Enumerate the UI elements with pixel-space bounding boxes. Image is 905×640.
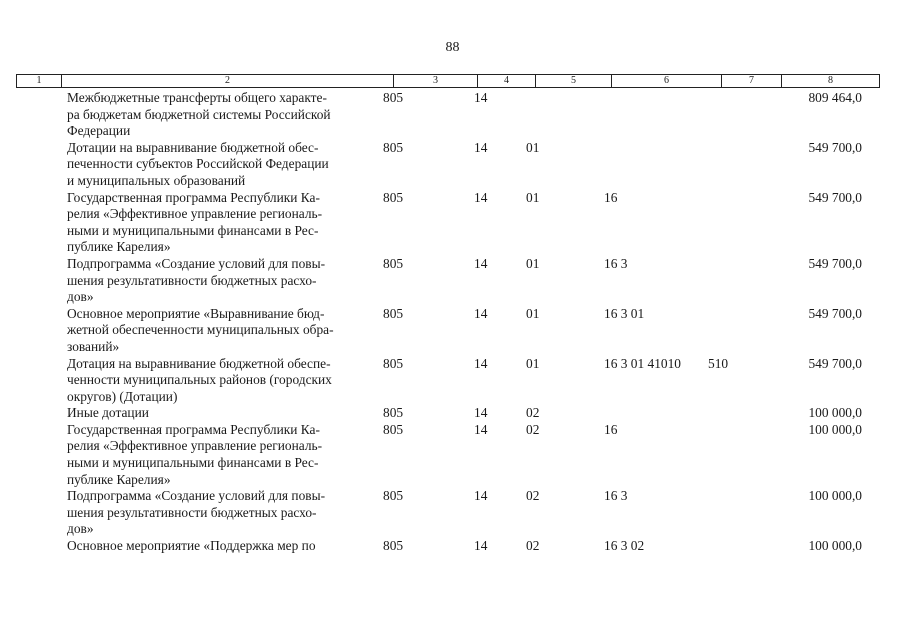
row-admin-code: 805 <box>383 90 404 105</box>
row-target-code: 16 <box>604 189 618 205</box>
header-col-8: 8 <box>781 75 879 87</box>
row-section: 14 <box>474 305 488 321</box>
row-section: 14 <box>474 538 488 554</box>
row-target-code: 16 3 <box>604 488 628 504</box>
row-expense-type: 510 <box>708 355 729 371</box>
row-name: Подпрограмма «Создание условий для повы- шения результативности бюджетных расхо- дов» <box>67 488 326 537</box>
row-amount: 100 000,0 <box>808 488 862 504</box>
table-body <box>0 90 905 555</box>
table-row <box>0 538 905 555</box>
row-name: Государственная программа Республики Ка- релия «Эффективное управление региональ- ными и муниципальными финансами в Рес- публике Карелия» <box>67 189 323 255</box>
row-amount: 549 700,0 <box>808 139 862 155</box>
row-admin-code: 805 <box>383 139 404 155</box>
row-admin-code: 805 <box>383 405 404 421</box>
row-subsection: 01 <box>526 255 540 271</box>
row-name: Иные дотации <box>67 405 149 421</box>
row-section: 14 <box>474 405 488 421</box>
table-row <box>0 90 905 140</box>
table-row <box>0 356 905 406</box>
row-subsection: 02 <box>526 488 540 504</box>
row-subsection: 01 <box>526 139 540 155</box>
table-row <box>0 306 905 356</box>
row-amount: 549 700,0 <box>808 189 862 205</box>
row-section: 14 <box>474 90 488 105</box>
table-header <box>16 74 880 88</box>
row-target-code: 16 3 01 <box>604 305 645 321</box>
row-amount: 100 000,0 <box>808 405 862 421</box>
row-section: 14 <box>474 421 488 437</box>
row-name: Межбюджетные трансферты общего характе- ра бюджетам бюджетной системы Российской Федерации <box>67 90 331 139</box>
row-admin-code: 805 <box>383 305 404 321</box>
row-subsection: 02 <box>526 421 540 437</box>
table-row <box>0 140 905 190</box>
row-admin-code: 805 <box>383 538 404 554</box>
row-target-code: 16 3 <box>604 255 628 271</box>
row-name: Основное мероприятие «Выравнивание бюд- жетной обеспеченности муниципальных обра- зований» <box>67 305 334 354</box>
row-subsection: 01 <box>526 305 540 321</box>
row-admin-code: 805 <box>383 421 404 437</box>
row-subsection: 02 <box>526 538 540 554</box>
row-amount: 549 700,0 <box>808 255 862 271</box>
table-row <box>0 256 905 306</box>
row-admin-code: 805 <box>383 255 404 271</box>
row-section: 14 <box>474 255 488 271</box>
header-col-5: 5 <box>535 75 611 87</box>
row-target-code: 16 <box>604 421 618 437</box>
row-section: 14 <box>474 189 488 205</box>
header-col-2: 2 <box>61 75 393 87</box>
page-number: 88 <box>445 40 460 55</box>
header-col-3: 3 <box>393 75 477 87</box>
row-name: Основное мероприятие «Поддержка мер по <box>67 538 316 554</box>
row-subsection: 02 <box>526 405 540 421</box>
row-amount: 100 000,0 <box>808 538 862 554</box>
row-amount: 549 700,0 <box>808 305 862 321</box>
table-row <box>0 422 905 488</box>
header-col-1: 1 <box>36 75 42 86</box>
row-name: Дотация на выравнивание бюджетной обеспе- ченности муниципальных районов (городских округов) (Дотации) <box>67 355 332 404</box>
row-section: 14 <box>474 488 488 504</box>
row-name: Подпрограмма «Создание условий для повы- шения результативности бюджетных расхо- дов» <box>67 255 326 305</box>
table-row <box>0 405 905 422</box>
row-section: 14 <box>474 139 488 155</box>
row-target-code: 16 3 01 41010 <box>604 355 681 371</box>
row-section: 14 <box>474 355 488 371</box>
row-admin-code: 805 <box>383 189 404 205</box>
row-subsection: 01 <box>526 189 540 205</box>
row-amount: 549 700,0 <box>808 355 862 371</box>
row-target-code: 16 3 02 <box>604 538 645 554</box>
header-col-6: 6 <box>611 75 721 87</box>
header-col-7: 7 <box>721 75 781 87</box>
header-col-4: 4 <box>477 75 535 87</box>
row-name: Дотации на выравнивание бюджетной обес- печенности субъектов Российской Федерации и муниципальных образований <box>67 139 329 188</box>
row-name: Государственная программа Республики Ка- релия «Эффективное управление региональ- ными и муниципальными финансами в Рес- публике Карелия» <box>67 421 323 487</box>
row-subsection: 01 <box>526 355 540 371</box>
table-row <box>0 488 905 538</box>
row-amount: 100 000,0 <box>808 421 862 437</box>
table-row <box>0 190 905 256</box>
row-admin-code: 805 <box>383 488 404 504</box>
row-amount: 809 464,0 <box>808 90 862 105</box>
row-admin-code: 805 <box>383 355 404 371</box>
